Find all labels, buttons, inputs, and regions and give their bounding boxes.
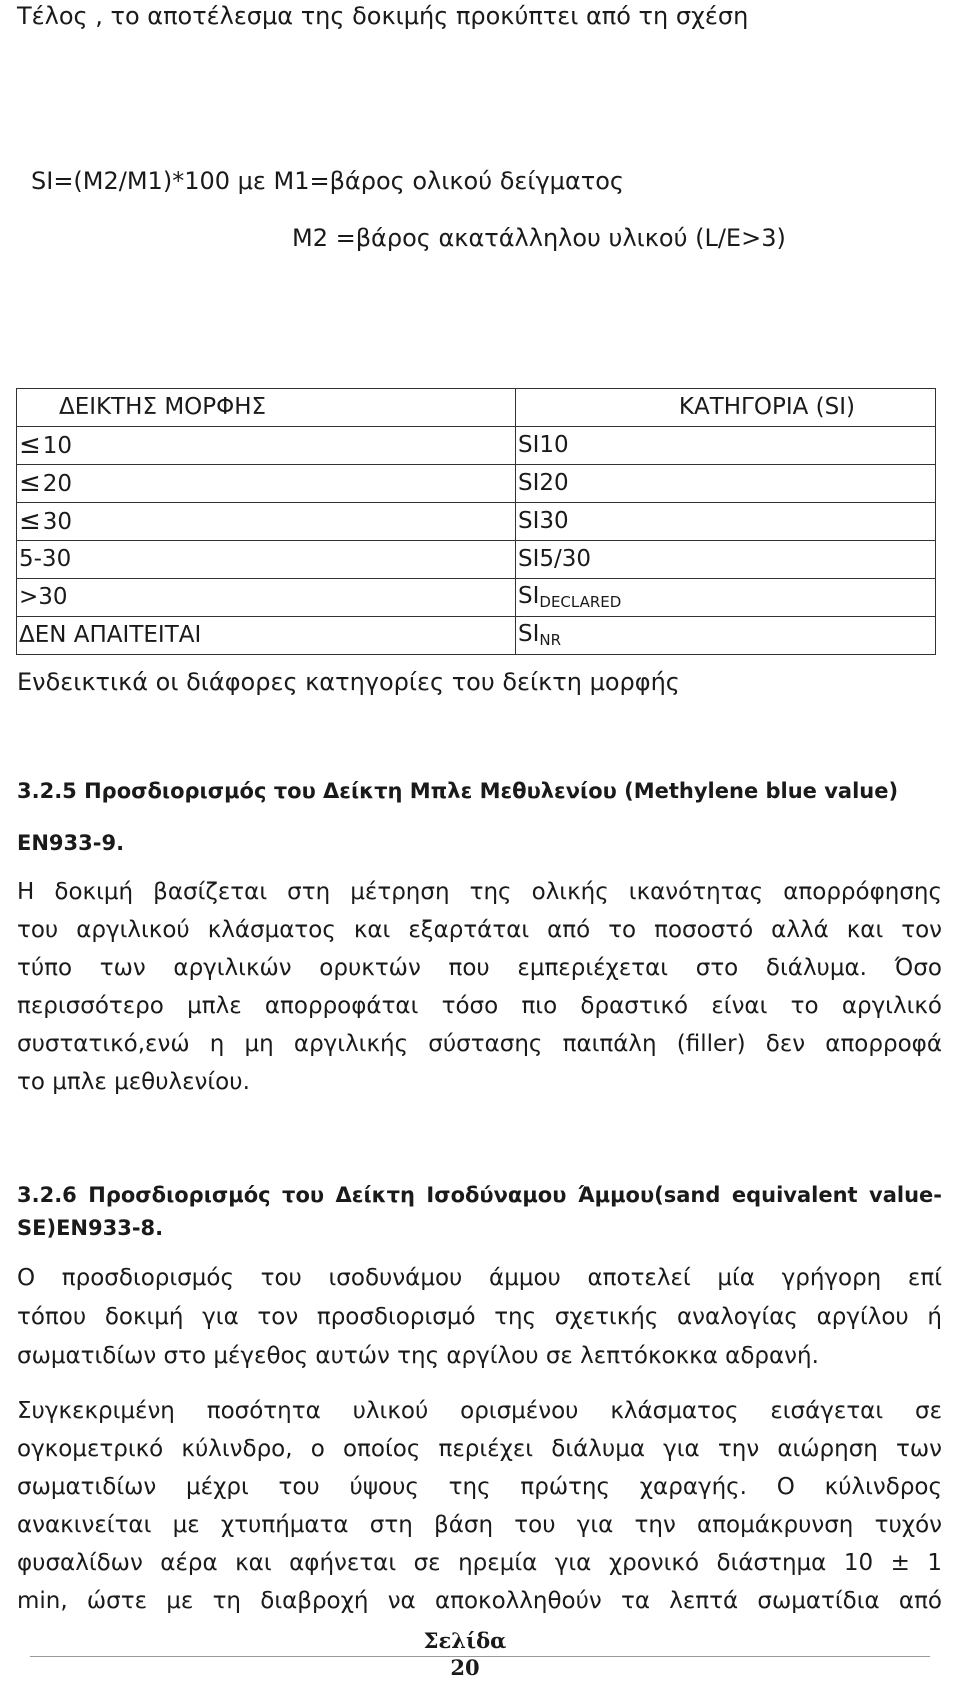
table-row xyxy=(17,427,936,465)
table-row xyxy=(17,579,936,617)
intro-text: Τέλος , το αποτέλεσμα της δοκιμής προκύπτει από τη σχέση xyxy=(17,2,749,30)
row-category: SI10 xyxy=(516,427,936,465)
formula-line-1: SI=(M2/M1)*100 με M1=βάρος ολικού δείγματος xyxy=(31,167,624,195)
paragraph-line: ογκομετρικό κύλινδρο, ο οποίος περιέχει διάλυμα για την αιώρηση των xyxy=(17,1436,942,1462)
section-325-heading: 3.2.5 Προσδιορισμός του Δείκτη Μπλε Μεθυλενίου (Methylene blue value) xyxy=(17,779,899,803)
row-category: SI20 xyxy=(516,465,936,503)
page-number: 20 xyxy=(450,1655,480,1680)
less-equal-symbol: ≤ xyxy=(19,468,41,499)
page-label: Σελίδα xyxy=(423,1628,507,1653)
row-value: >30 xyxy=(17,579,516,617)
paragraph-line: του αργιλικού κλάσματος και εξαρτάται από το ποσοστό αλλά και τον xyxy=(17,917,942,943)
row-value: 20 xyxy=(42,471,73,498)
table-caption: Ενδεικτικά οι διάφορες κατηγορίες του δείκτη μορφής xyxy=(17,668,680,696)
paragraph-line: συστατικό,ενώ η μη αργιλικής σύστασης παιπάλη (filler) δεν απορροφά xyxy=(17,1031,942,1057)
shape-index-table xyxy=(16,388,936,655)
row-value: 5-30 xyxy=(17,541,516,579)
row-value: 30 xyxy=(42,509,73,536)
formula-line-2: M2 =βάρος ακατάλληλου υλικού (L/E>3) xyxy=(292,224,786,252)
table-row xyxy=(17,541,936,579)
row-category-base: SI xyxy=(518,583,540,610)
paragraph-line: σωματιδίων μέχρι του ύψους της πρώτης χαραγής. Ο κύλινδρος xyxy=(17,1474,942,1500)
paragraph-line: ανακινείται με χτυπήματα στη βάση του για την απομάκρυνση τυχόν xyxy=(17,1512,942,1538)
row-category: SI5/30 xyxy=(516,541,936,579)
table-row xyxy=(17,617,936,655)
section-326-heading: 3.2.6 Προσδιορισμός του Δείκτη Ισοδύναμου Άμμου(sand equivalent value- xyxy=(17,1183,942,1207)
table-row xyxy=(17,503,936,541)
paragraph-line: Η δοκιμή βασίζεται στη μέτρηση της ολικής ικανότητας απορρόφησης xyxy=(17,879,942,905)
paragraph-line: περισσότερο μπλε απορροφάται τόσο πιο δραστικό είναι το αργιλικό xyxy=(17,993,942,1019)
less-equal-symbol: ≤ xyxy=(19,506,41,537)
row-value: ΔΕΝ ΑΠΑΙΤΕΙΤΑΙ xyxy=(17,617,516,655)
paragraph-line: min, ώστε με τη διαβροχή να αποκολληθούν τα λεπτά σωματίδια από xyxy=(17,1588,942,1614)
paragraph-line: τύπο των αργιλικών ορυκτών που εμπεριέχεται στο διάλυμα. Όσο xyxy=(17,955,942,981)
paragraph-line: τόπου δοκιμή για τον προσδιορισμό της σχετικής αναλογίας αργίλου ή xyxy=(17,1304,942,1330)
less-equal-symbol: ≤ xyxy=(19,430,41,461)
row-value: 10 xyxy=(42,433,73,460)
paragraph-line: φυσαλίδων αέρα και αφήνεται σε ηρεμία για χρονικό διάστημα 10 ± 1 xyxy=(17,1550,942,1576)
row-category-base: SI xyxy=(518,621,540,648)
table-row xyxy=(17,465,936,503)
section-325-code: EN933-9. xyxy=(17,831,125,855)
table-header-row xyxy=(17,389,936,427)
paragraph-line: σωματιδίων στο μέγεθος αυτών της αργίλου σε λεπτόκοκκα αδρανή. xyxy=(17,1343,819,1369)
header-shape-index: ΔΕΙΚΤΗΣ ΜΟΡΦΗΣ xyxy=(17,389,516,427)
row-category-subscript: NR xyxy=(539,631,562,650)
paragraph-line: το μπλε μεθυλενίου. xyxy=(17,1069,250,1095)
paragraph-line: Συγκεκριμένη ποσότητα υλικού ορισμένου κλάσματος εισάγεται σε xyxy=(17,1398,942,1424)
row-category-subscript: DECLARED xyxy=(539,593,622,612)
section-326-heading-cont: SE)EN933-8. xyxy=(17,1216,164,1240)
header-category: ΚΑΤΗΓΟΡΙΑ (SI) xyxy=(516,389,936,427)
paragraph-line: Ο προσδιορισμός του ισοδυνάμου άμμου αποτελεί μία γρήγορη επί xyxy=(17,1265,942,1291)
row-category: SI30 xyxy=(516,503,936,541)
